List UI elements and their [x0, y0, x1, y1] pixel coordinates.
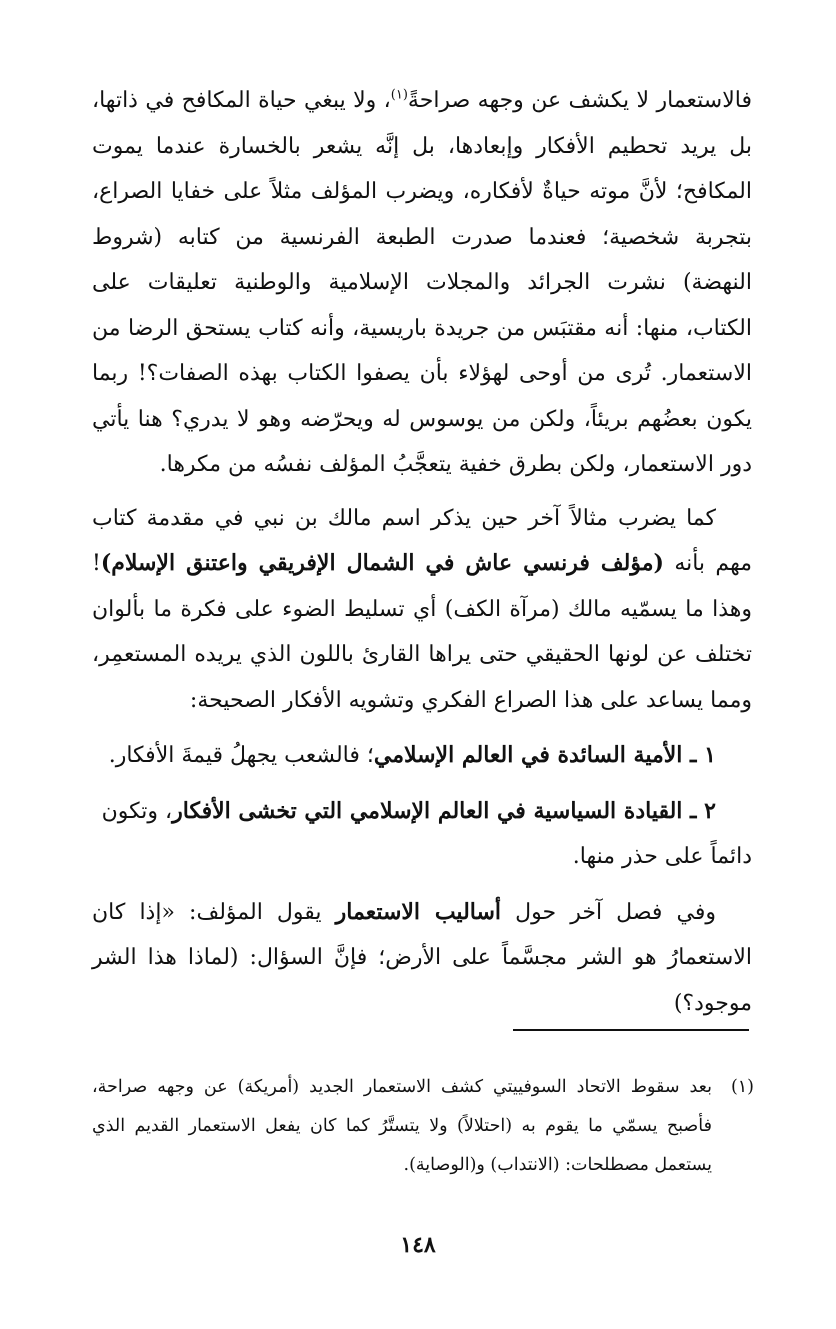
- paragraph-1: [92, 78, 752, 488]
- paragraph-2-part-2: ! وهذا ما يسمّيه مالك (مرآة الكف) أي تسليط الضوء على فكرة ما بألوان تختلف عن لونها الحقيقي حتى يراها القارئ باللون الذي يريده المستعمِر، ومما يساعد على هذا الصراع الفكري وتشويه الأفكار الصحيحة:: [92, 551, 752, 713]
- paragraph-3-part-2: يقول المؤلف: «إذا كان الاستعمارُ هو الشر مجسَّماً على الأرض؛ فإنَّ السؤال: (لماذا هذا الشر موجود؟): [92, 899, 752, 1016]
- footnote-marker: (١): [730, 1077, 754, 1097]
- footnote-text: بعد سقوط الاتحاد السوفييتي كشف الاستعمار الجديد (أمريكة) عن وجهه صراحة، فأصبح يسمّي ما يقوم به (احتلالاً) ولا يتستَّرُ كما كان يفعل الاستعمار القديم الذي يستعمل مصطلحات: (الانتداب) و(الوصاية).: [92, 1077, 712, 1175]
- paragraph-1-part-1: فالاستعمار لا يكشف عن وجهه صراحةً: [407, 88, 752, 113]
- list-item-1-text: ؛ فالشعب يجهلُ قيمةَ الأفكار.: [108, 743, 374, 768]
- paragraph-2: [92, 496, 752, 724]
- paragraph-3-part-1: وفي فصل آخر حول: [501, 899, 717, 925]
- footnote-reference[interactable]: (١): [390, 87, 408, 103]
- list-item-1-heading: ١ ـ الأمية السائدة في العالم الإسلامي: [373, 742, 716, 768]
- paragraph-2-bold-quote: (مؤلف فرنسي عاش في الشمال الإفريقي واعتنق الإسلام): [100, 550, 664, 576]
- page-number: ١٤٨: [400, 1232, 436, 1258]
- list-item-2-heading: ٢ ـ القيادة السياسية في العالم الإسلامي التي تخشى الأفكار: [172, 797, 716, 824]
- footnote: [92, 1068, 754, 1185]
- footnote-separator: [513, 1029, 749, 1031]
- paragraph-2-part-1: كما يضرب مثالاً آخر حين يذكر اسم مالك بن نبي في مقدمة كتاب مهم بأنه: [92, 505, 752, 576]
- page-body: [92, 78, 752, 1026]
- paragraph-3: [92, 890, 752, 1027]
- list-item-2-text: ، وتكون دائماً على حذر منها.: [101, 798, 752, 869]
- list-item-1: [92, 733, 752, 779]
- paragraph-3-bold-term: أساليب الاستعمار: [335, 898, 502, 925]
- list-item-2: [92, 789, 752, 880]
- paragraph-1-part-2: ، ولا يبغي حياة المكافح في ذاتها، بل يريد تحطيم الأفكار وإبعادها، بل إنَّه يشعر بالخسارة عندما يموت المكافح؛ لأنَّ موته حياةٌ لأفكاره، ويضرب المؤلف مثلاً على خفايا الصراع، بتجربة شخصية؛ فعندما صدرت الطبعة الفرنسية من كتابه (شروط النهضة) نشرت الجرائد والمجلات الإسلامية والوطنية تعليقات على الكتاب، منها: أنه مقتبَس من جريدة باريسية، وأنه كتاب يستحق الرضا من الاستعمار. تُرى من أوحى لهؤلاء بأن يصفوا الكتاب بهذه الصفات؟! ربما يكون بعضُهم بريئاً، ولكن من يوسوس له ويحرّضه وهو لا يدري؟ هنا يأتي دور الاستعمار، ولكن بطرق خفية يتعجَّبُ المؤلف نفسُه من مكرها.: [92, 88, 752, 477]
